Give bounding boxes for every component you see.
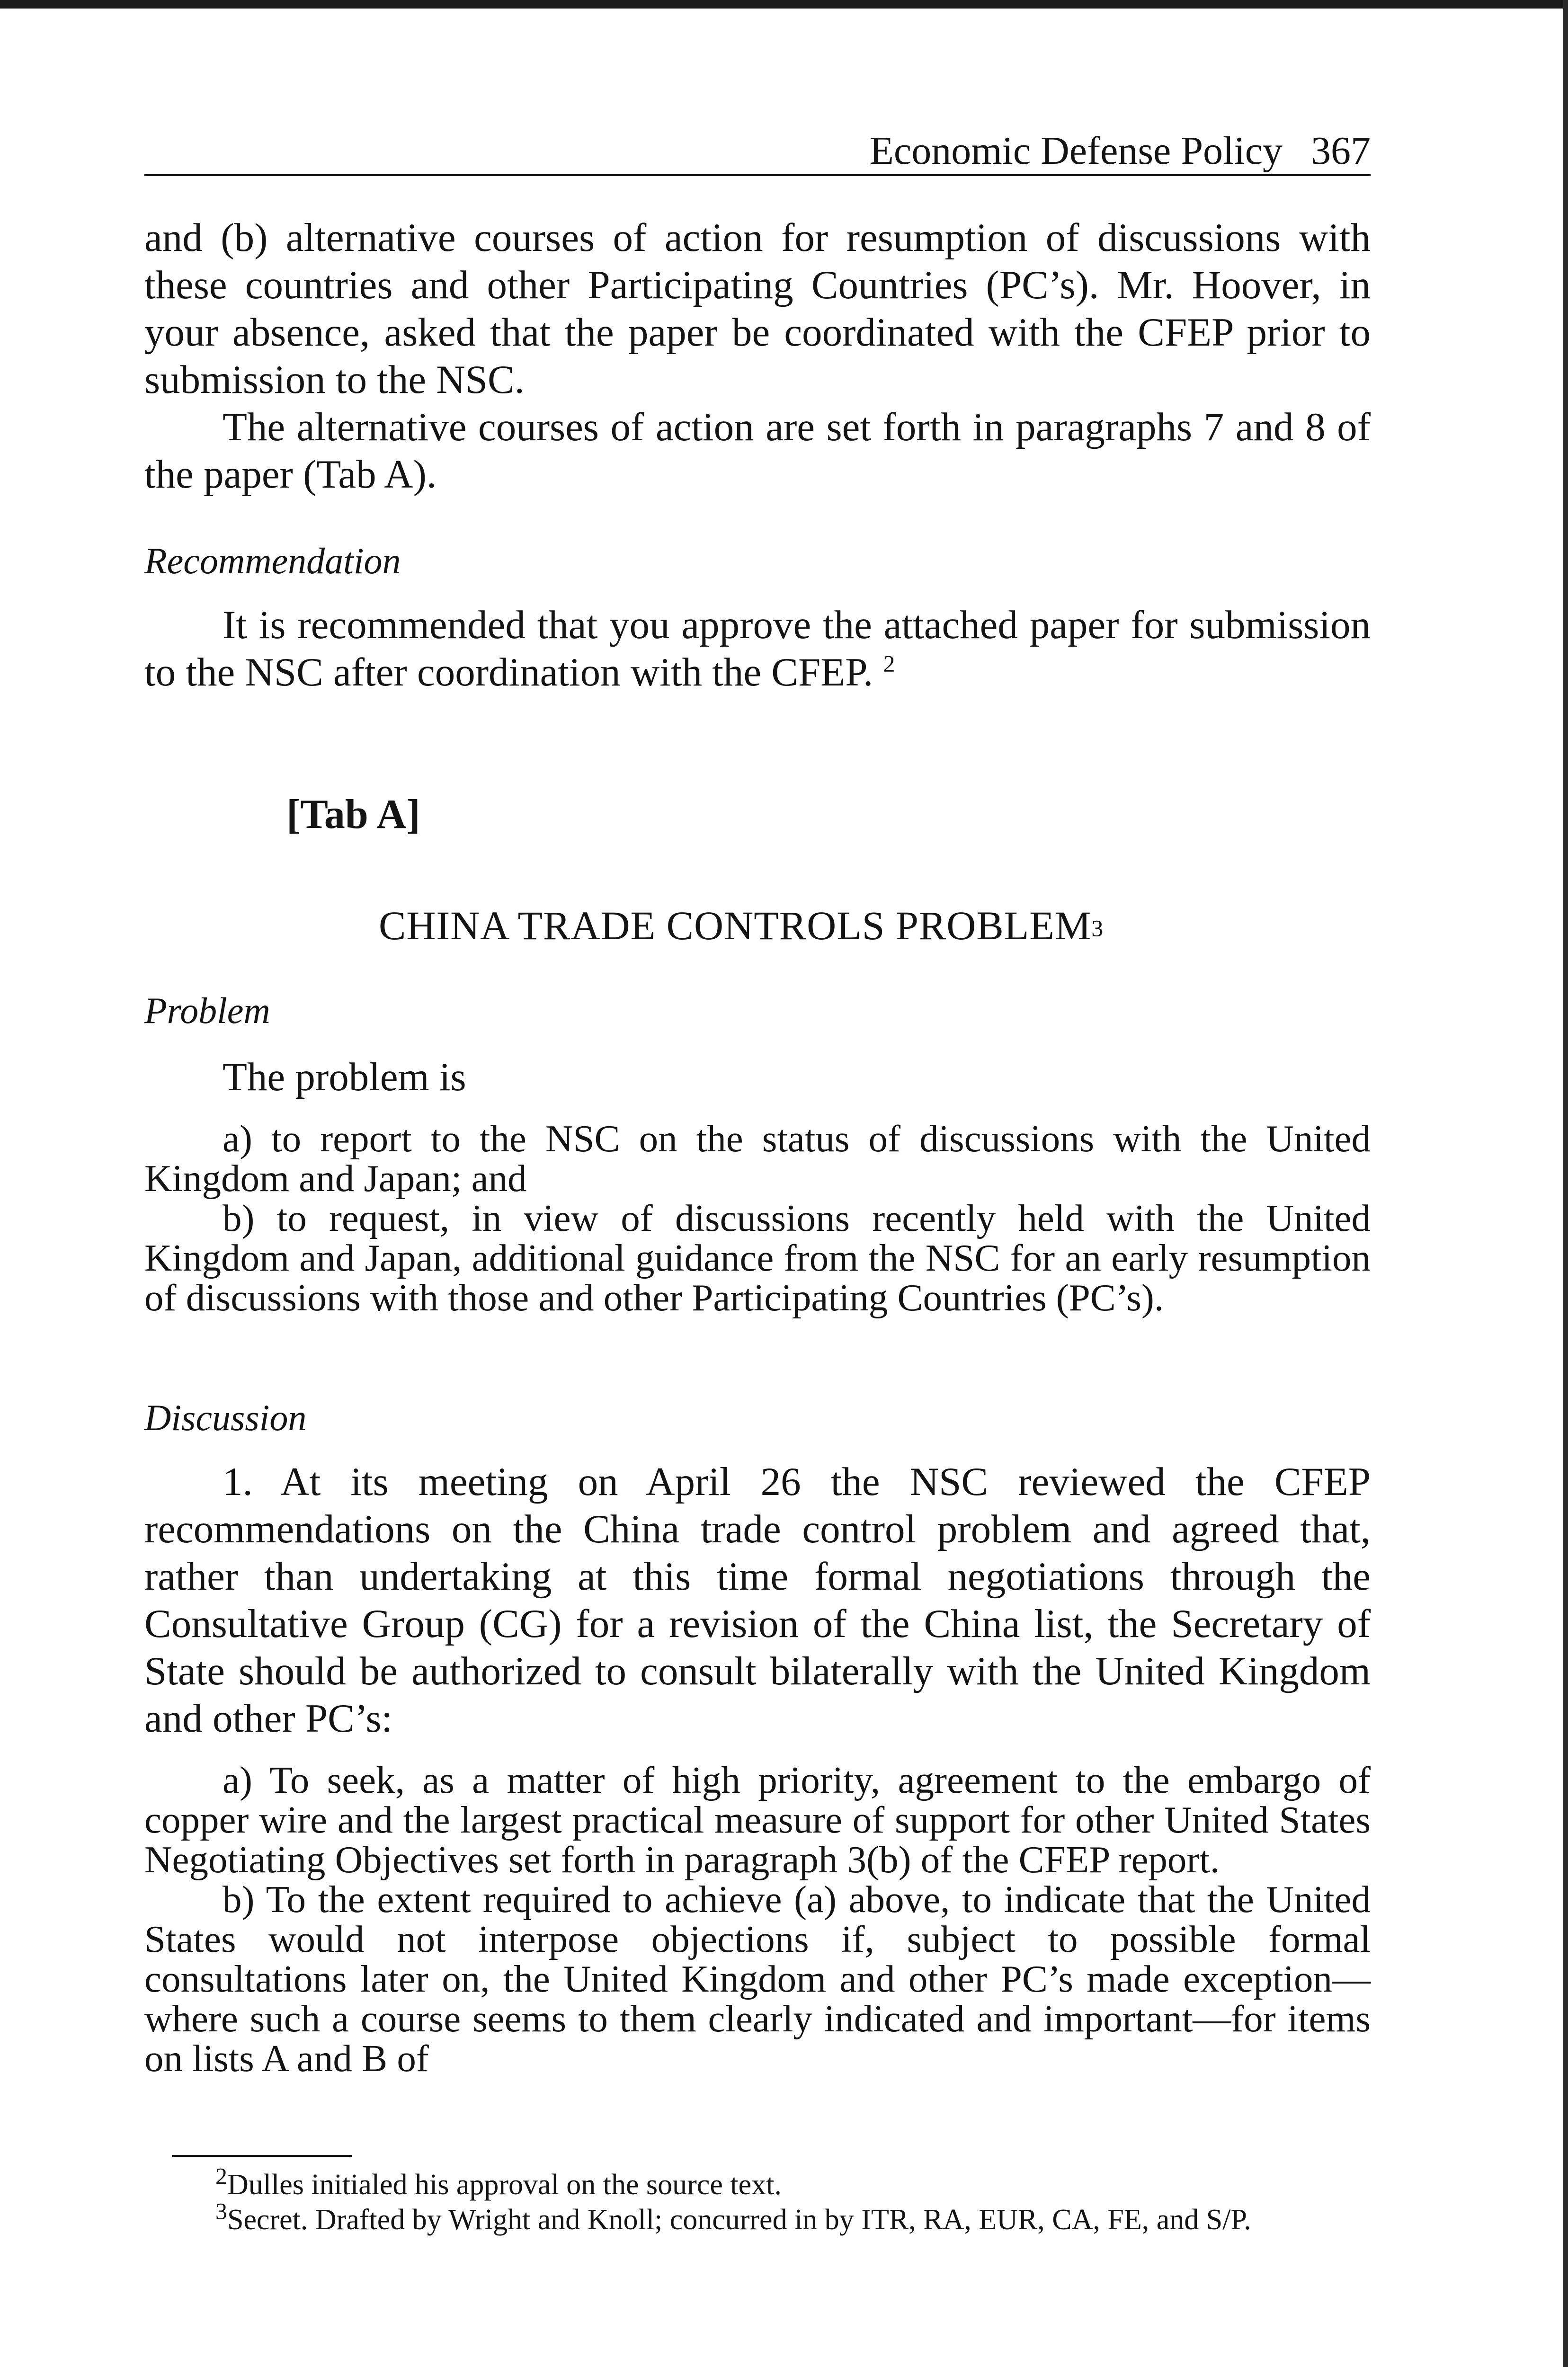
footnote-ref-3: 3 bbox=[1091, 915, 1104, 942]
recommendation-heading: Recommendation bbox=[144, 540, 401, 581]
intro-section bbox=[144, 214, 1371, 498]
intro-paragraph-1: and (b) alternative courses of action for resumption of discussions with these countries and other Participating Countries (PC’s). Mr. Hoover, in your absence, asked that the paper be coordinated with the CFEP prior to submission to the NSC. bbox=[144, 215, 1371, 402]
recommendation-body bbox=[144, 601, 1371, 696]
problem-heading: Problem bbox=[144, 990, 270, 1031]
document-title: CHINA TRADE CONTROLS PROBLEM bbox=[379, 903, 1092, 948]
recommendation-text: It is recommended that you approve the attached paper for submission to the NSC after coordination with the CFEP. $^2$ bbox=[144, 603, 1371, 694]
discussion-item-b: b) To the extent required to achieve (a) above, to indicate that the United States would not interpose objections if, subject to possible formal consultations later on, the United Kingdom and other PC’s made exception—where such a course seems to them clearly indicated and important—for items on lists A and B of bbox=[144, 1878, 1371, 2080]
footnote-rule bbox=[172, 2155, 352, 2157]
problem-section bbox=[144, 989, 1371, 1032]
scan-edge-right bbox=[1563, 0, 1568, 2367]
recommendation-section bbox=[144, 540, 1371, 582]
footnotes bbox=[144, 2162, 1371, 2237]
problem-items bbox=[144, 1119, 1371, 1317]
tab-label: [Tab A] bbox=[286, 792, 420, 837]
footnote-3: $^3$Secret. Drafted by Wright and Knoll; concurred in by ITR, RA, EUR, CA, FE, and S/P. bbox=[215, 2198, 1251, 2236]
document-title-wrap bbox=[379, 902, 1103, 949]
problem-item-b: b) to request, in view of discussions recently held with the United Kingdom and Japan, additional guidance from the NSC for an early resumption of discussions with those and other Participating Countries (PC’s). bbox=[144, 1197, 1371, 1319]
page-number: 367 bbox=[1311, 129, 1371, 173]
intro-paragraph-2: The alternative courses of action are set forth in paragraphs 7 and 8 of the paper (Tab A). bbox=[144, 405, 1371, 497]
running-header bbox=[870, 128, 1371, 174]
header-rule bbox=[144, 174, 1371, 176]
problem-item-a: a) to report to the NSC on the status of discussions with the United Kingdom and Japan; and bbox=[144, 1117, 1371, 1200]
discussion-body bbox=[144, 1458, 1371, 1742]
footnote-2: $^2$Dulles initialed his approval on the source text. bbox=[215, 2162, 782, 2201]
footnote-ref-2: 2 bbox=[883, 650, 895, 677]
scan-edge-top bbox=[0, 0, 1568, 9]
discussion-section bbox=[144, 1397, 1371, 1439]
running-title: Economic Defense Policy bbox=[869, 129, 1283, 173]
problem-lead-wrap bbox=[144, 1053, 1371, 1101]
tab-label-wrap bbox=[286, 791, 420, 838]
discussion-paragraph-1: 1. At its meeting on April 26 the NSC reviewed the CFEP recommendations on the China trade control problem and agreed that, rather than undertaking at this time formal negotiations through the Consultative Group (CG) for a revision of the China list, the Secretary of State should be authorized to consult bilaterally with the United Kingdom and other PC’s: bbox=[144, 1459, 1371, 1741]
discussion-items bbox=[144, 1760, 1371, 2078]
discussion-item-a: a) To seek, as a matter of high priority, agreement to the embargo of copper wire and the largest practical measure of support for other United States Negotiating Objectives set forth in paragraph 3(b) of the CFEP report. bbox=[144, 1759, 1371, 1881]
discussion-heading: Discussion bbox=[144, 1397, 307, 1438]
problem-lead: The problem is bbox=[223, 1055, 466, 1099]
